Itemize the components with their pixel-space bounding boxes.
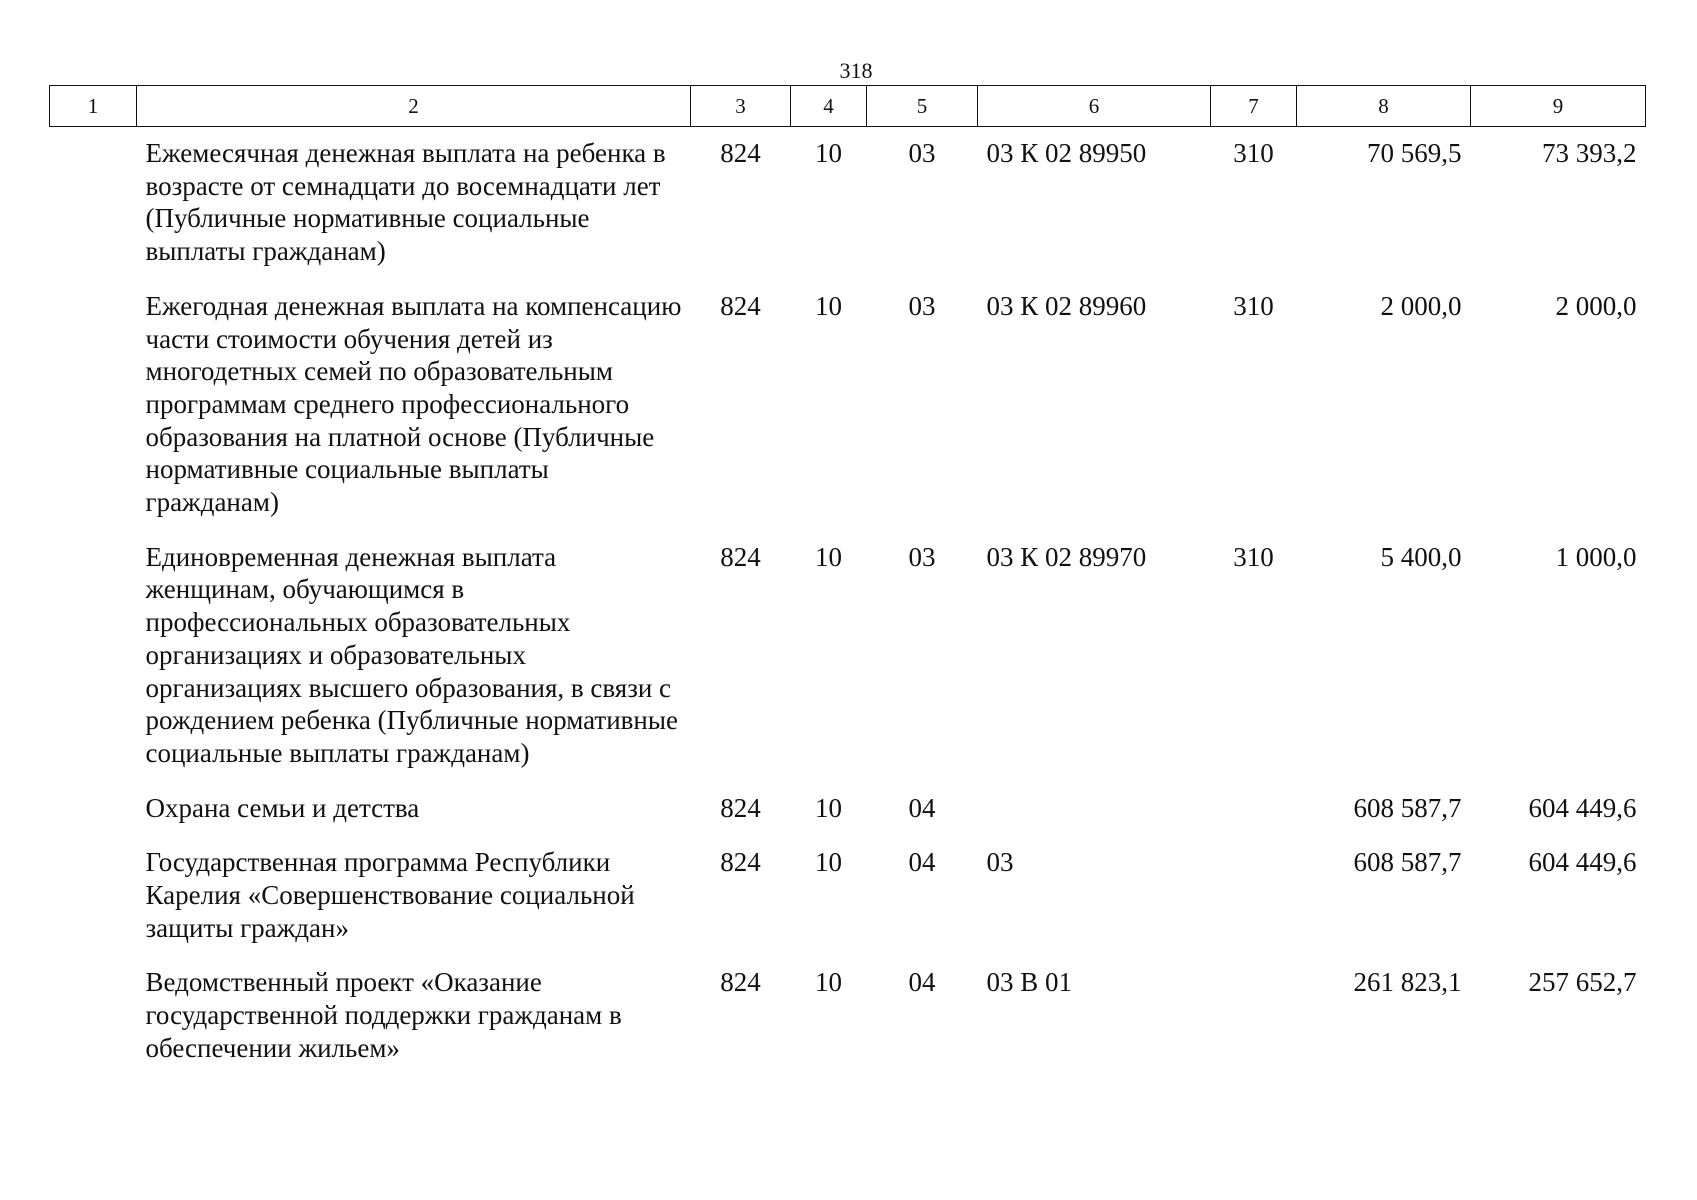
- budget-table: [49, 85, 1646, 1077]
- header-col-3: 3: [691, 86, 791, 127]
- header-col-9: 9: [1471, 86, 1646, 127]
- row-name: Ведомственный проект «Оказание государственной поддержки гражданам в обеспечении жильем»: [145, 967, 622, 1063]
- header-col-6: 6: [978, 86, 1211, 127]
- header-col-8: 8: [1297, 86, 1471, 127]
- row-section-code: 10: [815, 792, 842, 823]
- header-col-1: 1: [50, 86, 137, 127]
- row-section-code: 10: [815, 847, 842, 878]
- row-expense-type: 310: [1233, 541, 1274, 572]
- row-subsection-code: 04: [908, 847, 936, 878]
- row-ministry-code: 824: [720, 847, 761, 878]
- row-name: Ежемесячная денежная выплата на ребенка в возрасте от семнадцати до восемнадцати лет (Публичные нормативные социальные выплаты гражданам): [145, 138, 666, 267]
- header-col-5: 5: [867, 86, 978, 127]
- row-expense-type: [1211, 836, 1297, 956]
- table-row: [50, 956, 1646, 1076]
- row-amount-8: 2 000,0: [1380, 290, 1462, 321]
- row-section-code: 10: [815, 290, 842, 321]
- row-amount-9: 257 652,7: [1528, 967, 1637, 998]
- page-number: 318: [839, 58, 873, 83]
- row-col-1: [50, 127, 137, 280]
- row-col-1: [50, 782, 137, 837]
- row-amount-8: 5 400,0: [1380, 541, 1462, 572]
- row-target-article: 03 В 01: [986, 967, 1073, 998]
- row-expense-type: 310: [1233, 138, 1274, 168]
- row-amount-8: 261 823,1: [1353, 967, 1462, 998]
- row-ministry-code: 824: [720, 792, 761, 823]
- row-section-code: 10: [815, 138, 842, 168]
- row-section-code: 10: [815, 967, 842, 998]
- header-col-2: 2: [137, 86, 691, 127]
- row-subsection-code: 03: [908, 290, 936, 321]
- table-row: [50, 836, 1646, 956]
- row-amount-9: 2 000,0: [1555, 290, 1637, 321]
- table-row: [50, 782, 1646, 837]
- row-expense-type: [1211, 782, 1297, 837]
- row-col-1: [50, 531, 137, 782]
- row-amount-8: 608 587,7: [1353, 792, 1462, 823]
- row-amount-8: 608 587,7: [1353, 847, 1462, 878]
- row-target-article: 03 К 02 89950: [986, 138, 1147, 168]
- row-name: Охрана семьи и детства: [145, 792, 420, 823]
- row-subsection-code: 03: [908, 541, 936, 572]
- row-ministry-code: 824: [720, 138, 761, 168]
- table-row: [50, 280, 1646, 531]
- row-target-article: 03: [986, 847, 1014, 878]
- row-amount-9: 604 449,6: [1528, 847, 1637, 878]
- row-expense-type: 310: [1233, 290, 1274, 321]
- row-name: Ежегодная денежная выплата на компенсацию части стоимости обучения детей из многодетных семей по образовательным программам среднего профессионального образования на платной основе (Публичные нормативные социальные выплаты гражданам): [145, 290, 682, 518]
- row-col-1: [50, 836, 137, 956]
- row-amount-8: 70 569,5: [1367, 138, 1462, 168]
- header-col-4: 4: [791, 86, 867, 127]
- row-name: Единовременная денежная выплата женщинам, обучающимся в профессиональных образовательных организациях и образовательных организациях высшего образования, в связи с рождением ребенка (Публичные нормативные социальные выплаты гражданам): [145, 541, 678, 768]
- row-col-1: [50, 280, 137, 531]
- row-name: Государственная программа Республики Карелия «Совершенствование социальной защиты граждан»: [145, 847, 635, 943]
- row-amount-9: 73 393,2: [1542, 138, 1637, 168]
- row-col-1: [50, 956, 137, 1076]
- row-subsection-code: 04: [908, 792, 936, 823]
- column-number-header: [50, 86, 1646, 127]
- row-subsection-code: 03: [908, 138, 936, 168]
- row-target-article: [978, 782, 1211, 837]
- row-ministry-code: 824: [720, 541, 761, 572]
- row-amount-9: 604 449,6: [1528, 792, 1637, 823]
- row-ministry-code: 824: [720, 290, 761, 321]
- table-row: [50, 127, 1646, 280]
- table-row: [50, 531, 1646, 782]
- row-expense-type: [1211, 956, 1297, 1076]
- row-amount-9: 1 000,0: [1555, 541, 1637, 572]
- row-section-code: 10: [815, 541, 842, 572]
- header-col-7: 7: [1211, 86, 1297, 127]
- row-target-article: 03 К 02 89960: [986, 290, 1147, 321]
- row-ministry-code: 824: [720, 967, 761, 998]
- row-target-article: 03 К 02 89970: [986, 541, 1147, 572]
- row-subsection-code: 04: [908, 967, 936, 998]
